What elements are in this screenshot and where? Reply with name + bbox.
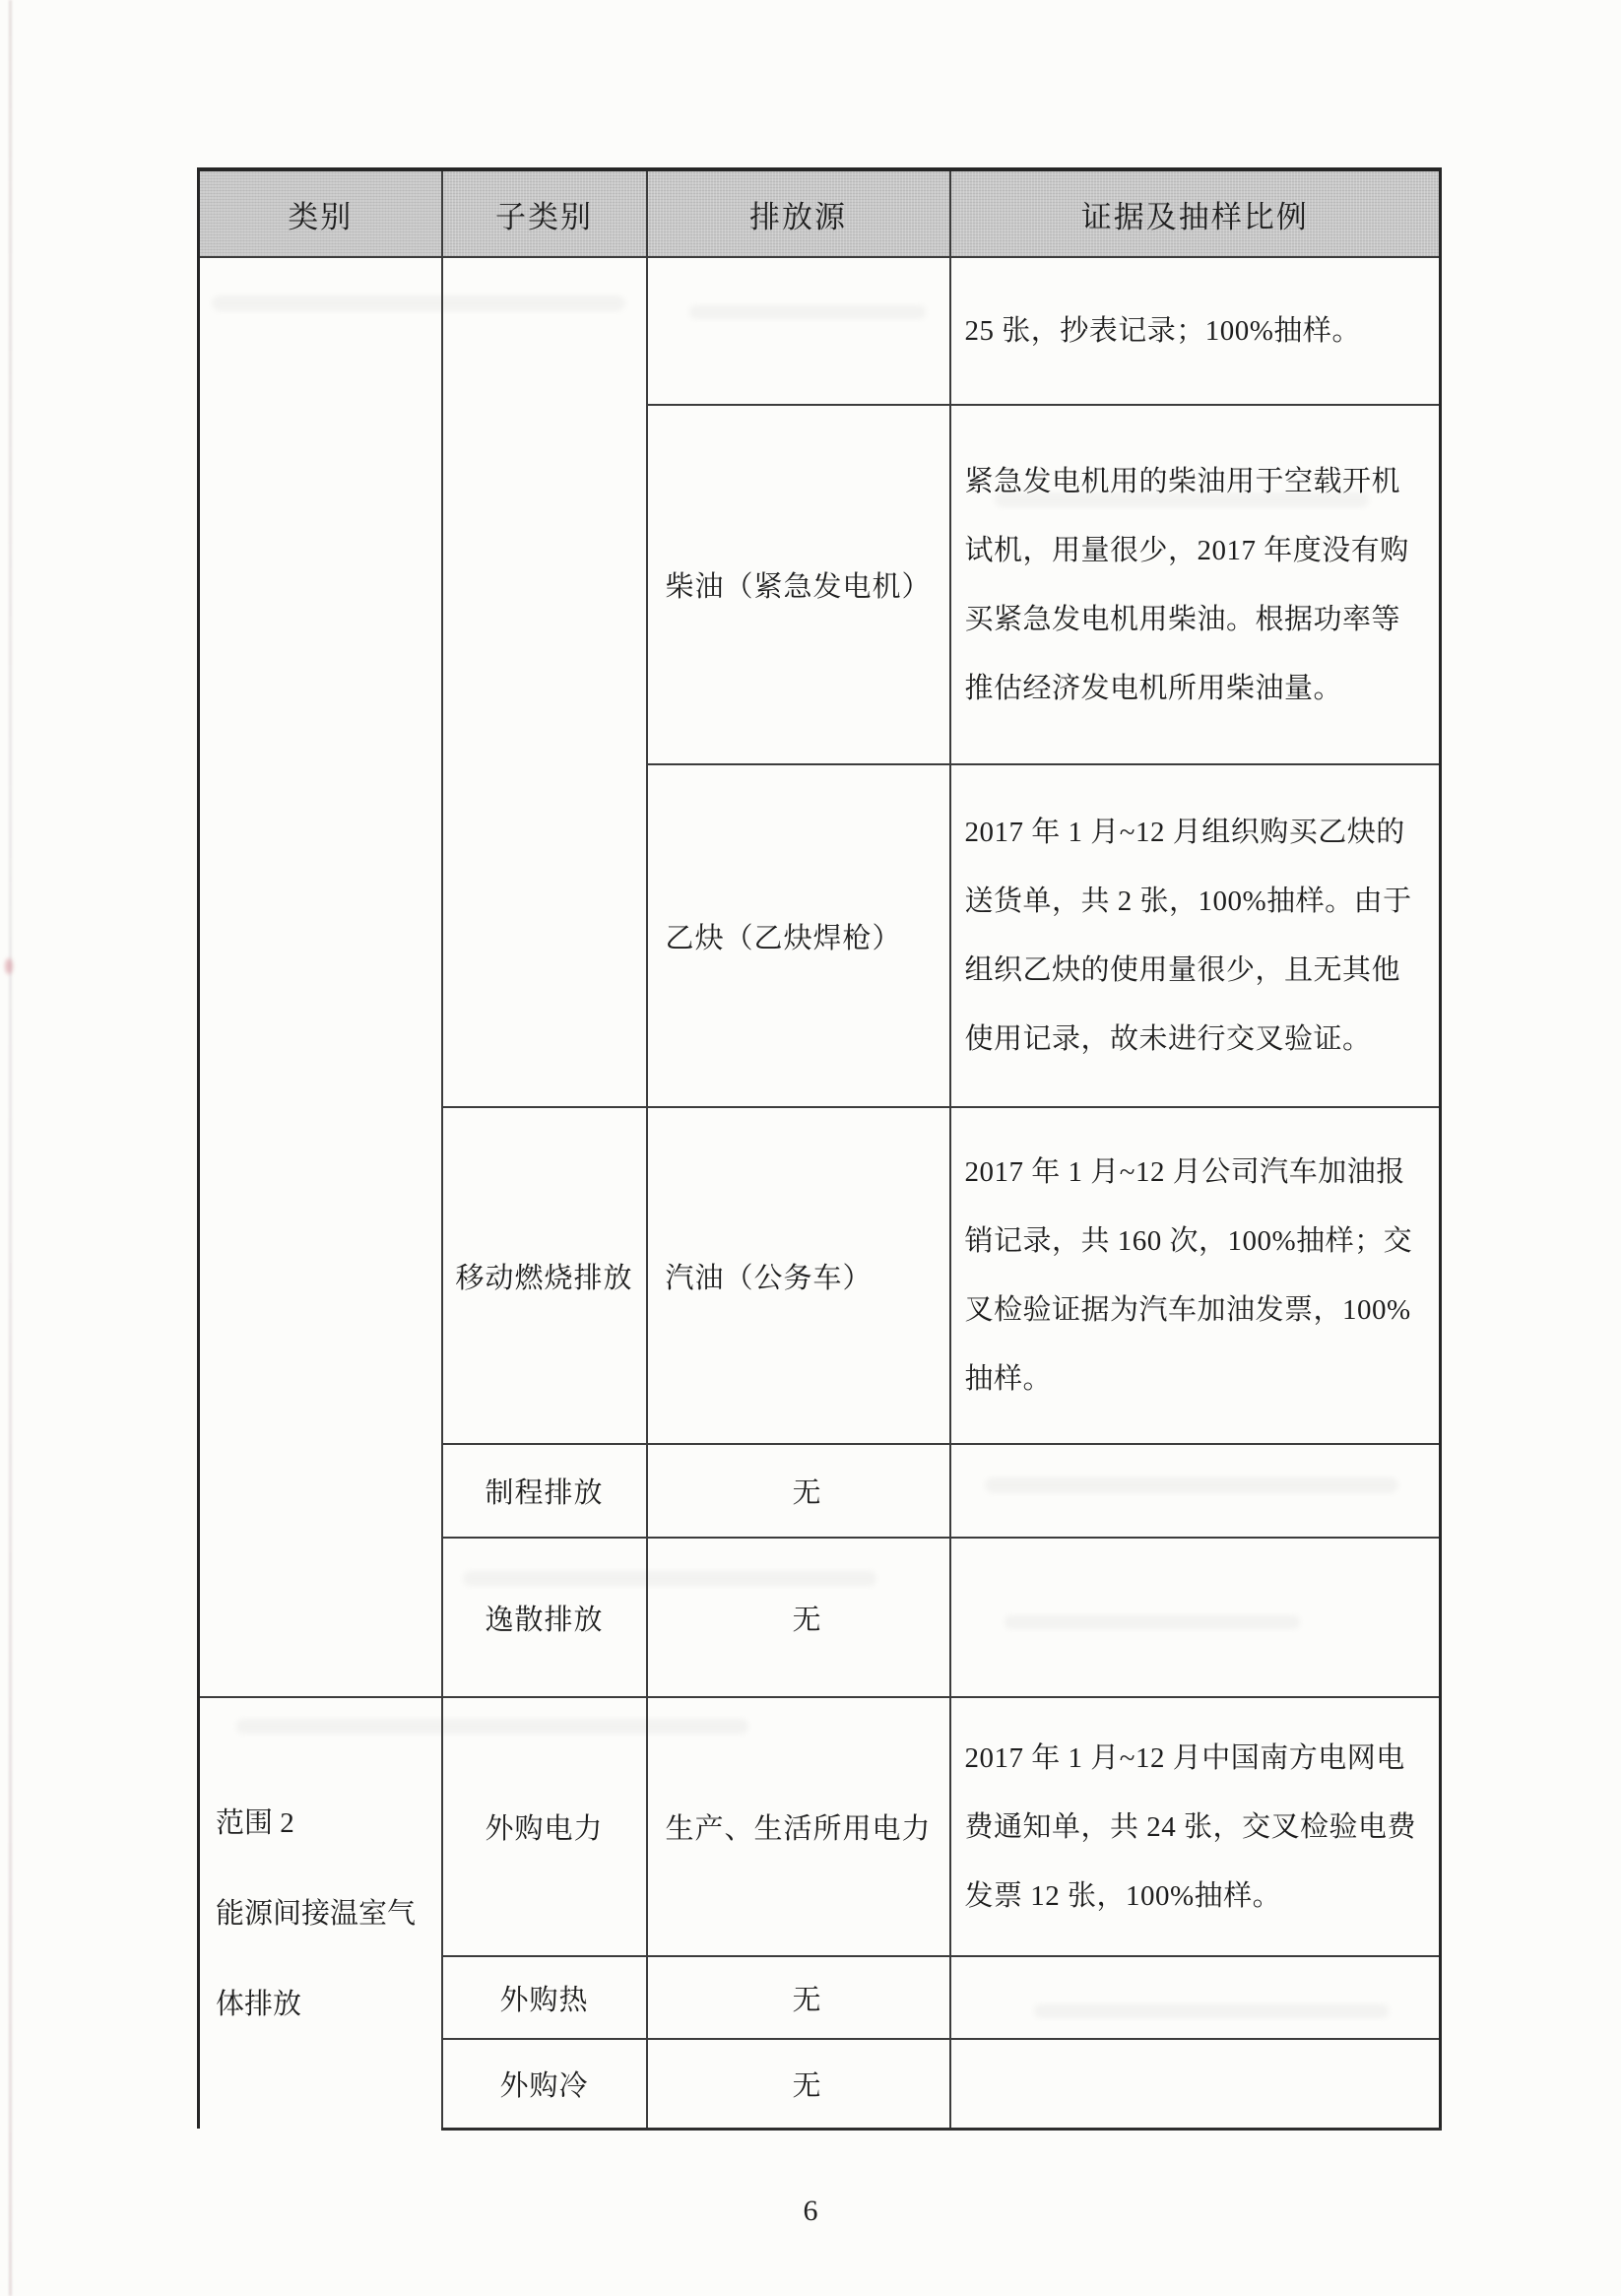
category-scope2-line1: 范围 2 <box>216 1806 294 1839</box>
cell-source-continued <box>647 257 950 405</box>
cell-evidence-acetylene: 2017 年 1 月~12 月组织购买乙炔的送货单，共 2 张，100%抽样。由于组织乙炔的使用量很少，且无其他使用记录，故未进行交叉验证。 <box>950 764 1441 1107</box>
col-header-subcategory: 子类别 <box>442 169 647 257</box>
table-header-row <box>199 169 1441 257</box>
cell-subcategory-mobile-combustion: 移动燃烧排放 <box>442 1107 647 1444</box>
scanner-edge-artifact <box>9 0 12 2296</box>
cell-source-none: 无 <box>647 1444 950 1538</box>
scanner-dot-artifact <box>5 958 13 974</box>
col-header-category: 类别 <box>199 169 442 257</box>
cell-category-scope1-continued <box>199 257 442 1697</box>
cell-evidence-diesel: 紧急发电机用的柴油用于空载开机试机，用量很少，2017 年度没有购买紧急发电机用柴油。根据功率等推估经济发电机所用柴油量。 <box>950 405 1441 764</box>
cell-subcategory-purchased-cooling: 外购冷 <box>442 2039 647 2129</box>
cell-evidence-empty <box>950 1538 1441 1697</box>
category-scope2-rest: 能源间接温室气体排放 <box>216 1897 417 2020</box>
cell-evidence-empty <box>950 1444 1441 1538</box>
cell-source-none: 无 <box>647 1538 950 1697</box>
page-number: 6 <box>803 2195 818 2227</box>
cell-evidence-empty <box>950 1956 1441 2039</box>
cell-subcategory-process-emissions: 制程排放 <box>442 1444 647 1538</box>
cell-source-none: 无 <box>647 1956 950 2039</box>
cell-source-gasoline-vehicles: 汽油（公务车） <box>647 1107 950 1444</box>
col-header-evidence: 证据及抽样比例 <box>950 169 1441 257</box>
cell-source-diesel-generator: 柴油（紧急发电机） <box>647 405 950 764</box>
cell-source-none: 无 <box>647 2039 950 2129</box>
cell-evidence-empty <box>950 2039 1441 2129</box>
cell-evidence-electricity: 2017 年 1 月~12 月中国南方电网电费通知单，共 24 张，交叉检验电费发票 12 张，100%抽样。 <box>950 1697 1441 1956</box>
cell-subcategory-fugitive-emissions: 逸散排放 <box>442 1538 647 1697</box>
cell-source-electricity-use: 生产、生活所用电力 <box>647 1697 950 1956</box>
cell-subcategory-purchased-heat: 外购热 <box>442 1956 647 2039</box>
verification-sampling-table <box>197 167 1442 2131</box>
cell-evidence-gasoline: 2017 年 1 月~12 月公司汽车加油报销记录，共 160 次，100%抽样；交叉检验证据为汽车加油发票，100%抽样。 <box>950 1107 1441 1444</box>
col-header-emission-source: 排放源 <box>647 169 950 257</box>
cell-subcategory-purchased-electricity: 外购电力 <box>442 1697 647 1956</box>
table-row <box>199 257 1441 405</box>
table-row <box>199 1697 1441 1956</box>
cell-subcategory-stationary-continued <box>442 257 647 1107</box>
cell-evidence-meter-records: 25 张，抄表记录；100%抽样。 <box>950 257 1441 405</box>
cell-source-acetylene-torch: 乙炔（乙炔焊枪） <box>647 764 950 1107</box>
cell-category-scope2 <box>199 1697 442 2129</box>
